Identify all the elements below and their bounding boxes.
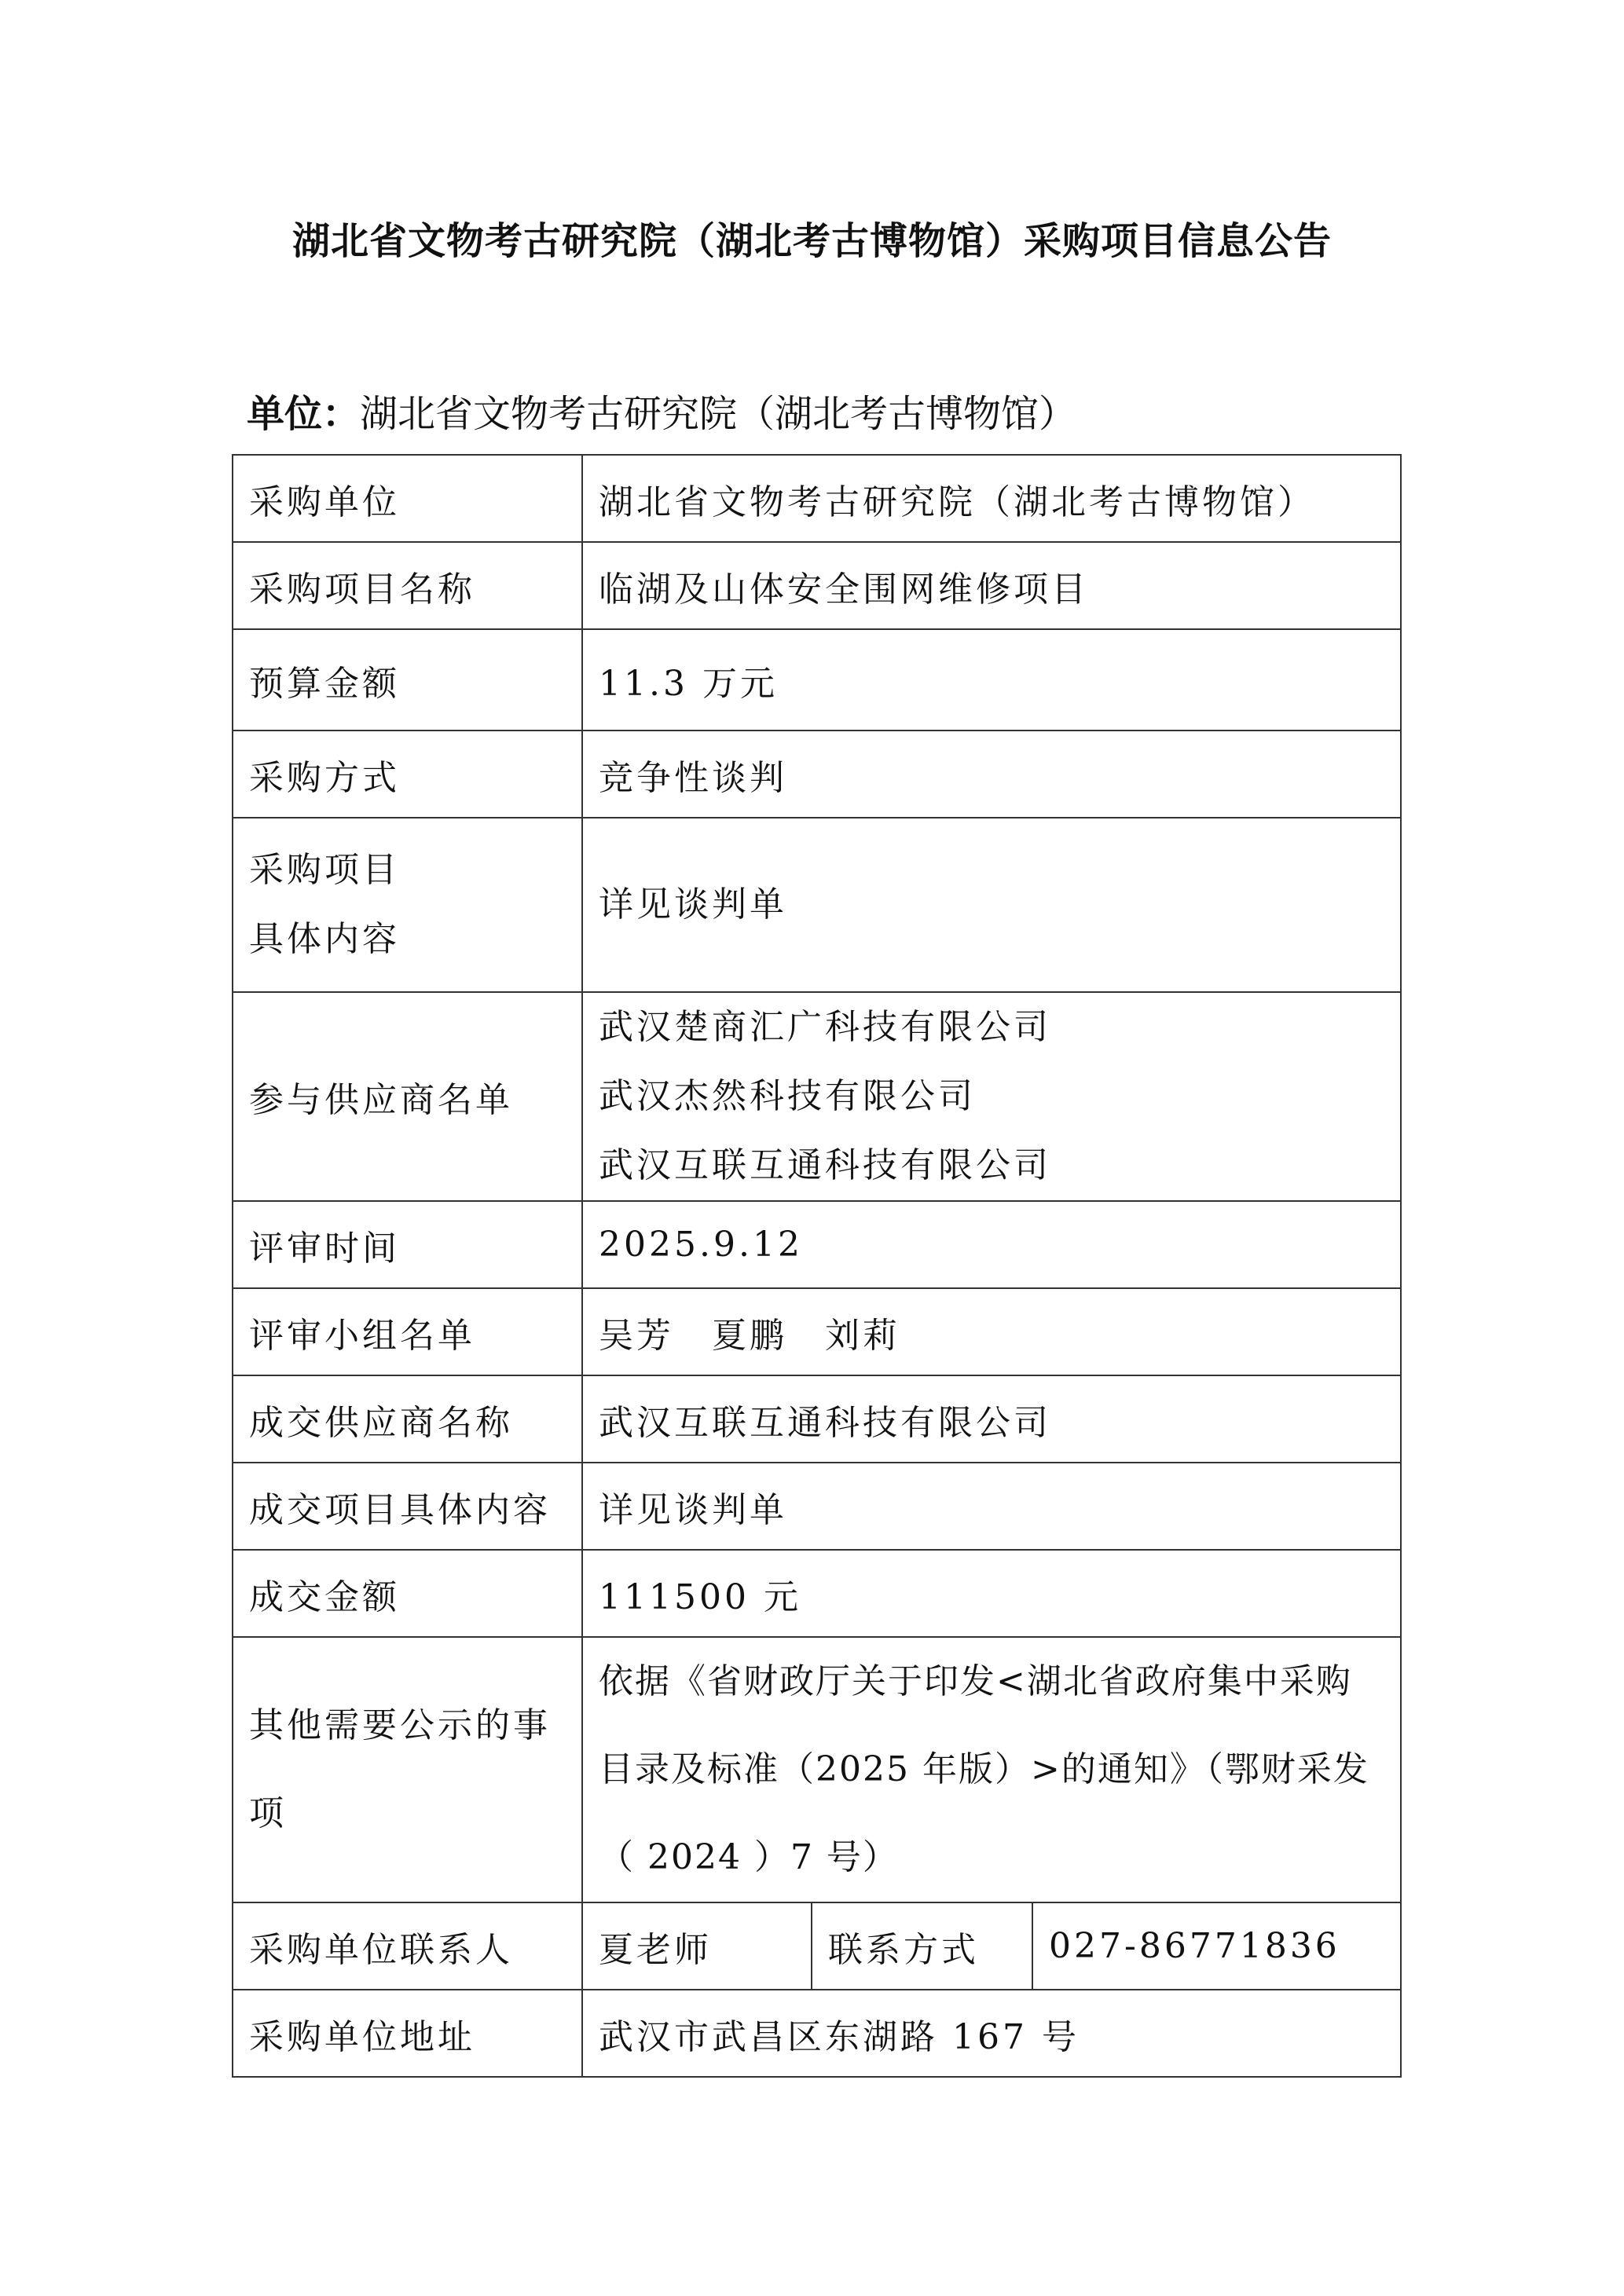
review-time-label: 评审时间 — [233, 1201, 582, 1288]
table-row — [233, 818, 1401, 992]
phone-value: 027-86771836 — [1032, 1902, 1401, 1990]
project-name-value: 临湖及山体安全围网维修项目 — [582, 542, 1401, 629]
supplier-item: 武汉互联互通科技有限公司 — [599, 1145, 1051, 1185]
other-value-line: （ 2024 ）7 号） — [599, 1837, 899, 1877]
deal-amount-label: 成交金额 — [233, 1550, 582, 1637]
content-value-text: 详见谈判单 — [599, 884, 787, 925]
review-panel-label: 评审小组名单 — [233, 1288, 582, 1375]
table-row — [233, 1375, 1401, 1463]
other-value-line: 目录及标准（2025 年版）>的通知》（鄂财采发 — [599, 1749, 1369, 1789]
table-row — [233, 1550, 1401, 1637]
contact-value: 夏老师 — [582, 1902, 812, 1990]
table-row — [233, 1201, 1401, 1288]
project-name-label: 采购项目名称 — [233, 542, 582, 629]
winner-value: 武汉互联互通科技有限公司 — [582, 1375, 1401, 1463]
purchaser-value: 湖北省文物考古研究院（湖北考古博物馆） — [582, 455, 1401, 542]
other-value — [582, 1637, 1401, 1902]
method-label: 采购方式 — [233, 731, 582, 818]
table-row — [233, 992, 1401, 1201]
table-row — [233, 542, 1401, 629]
review-panel-value: 吴芳 夏鹏 刘莉 — [582, 1288, 1401, 1375]
deal-amount-value: 111500 元 — [582, 1550, 1401, 1637]
review-time-value: 2025.9.12 — [582, 1201, 1401, 1288]
deal-content-label: 成交项目具体内容 — [233, 1463, 582, 1550]
purchaser-label: 采购单位 — [233, 455, 582, 542]
unit-line — [247, 383, 1076, 438]
content-label-line-1: 采购项目 — [249, 850, 400, 890]
supplier-item: 武汉杰然科技有限公司 — [599, 1076, 976, 1116]
address-value: 武汉市武昌区东湖路 167 号 — [582, 1990, 1401, 2077]
table-row — [233, 1288, 1401, 1375]
supplier-item: 武汉楚商汇广科技有限公司 — [599, 1007, 1051, 1047]
content-value — [582, 818, 1401, 992]
procurement-info-table — [232, 454, 1402, 2078]
table-row — [233, 731, 1401, 818]
budget-label: 预算金额 — [233, 629, 582, 731]
winner-label: 成交供应商名称 — [233, 1375, 582, 1463]
address-label: 采购单位地址 — [233, 1990, 582, 2077]
contact-label: 采购单位联系人 — [233, 1902, 582, 1990]
table-row — [233, 1637, 1401, 1902]
page-title: 湖北省文物考古研究院（湖北考古博物馆）采购项目信息公告 — [291, 219, 1332, 263]
budget-value: 11.3 万元 — [582, 629, 1401, 731]
table-row — [233, 1902, 1401, 1990]
deal-content-value: 详见谈判单 — [582, 1463, 1401, 1550]
unit-label: 单位： — [247, 392, 361, 436]
other-label-line-2: 项 — [249, 1793, 287, 1833]
table-row — [233, 1990, 1401, 2077]
other-label — [233, 1637, 582, 1902]
unit-value: 湖北省文物考古研究院（湖北考古博物馆） — [360, 392, 1077, 436]
table-row — [233, 455, 1401, 542]
method-value: 竞争性谈判 — [582, 731, 1401, 818]
content-label — [233, 818, 582, 992]
phone-label: 联系方式 — [812, 1902, 1032, 1990]
suppliers-value — [582, 992, 1401, 1201]
other-label-line-1: 其他需要公示的事 — [249, 1705, 551, 1745]
other-value-line: 依据《省财政厅关于印发<湖北省政府集中采购 — [599, 1661, 1352, 1701]
content-label-line-2: 具体内容 — [249, 919, 400, 959]
table-row — [233, 629, 1401, 731]
suppliers-label: 参与供应商名单 — [233, 992, 582, 1201]
table-row — [233, 1463, 1401, 1550]
